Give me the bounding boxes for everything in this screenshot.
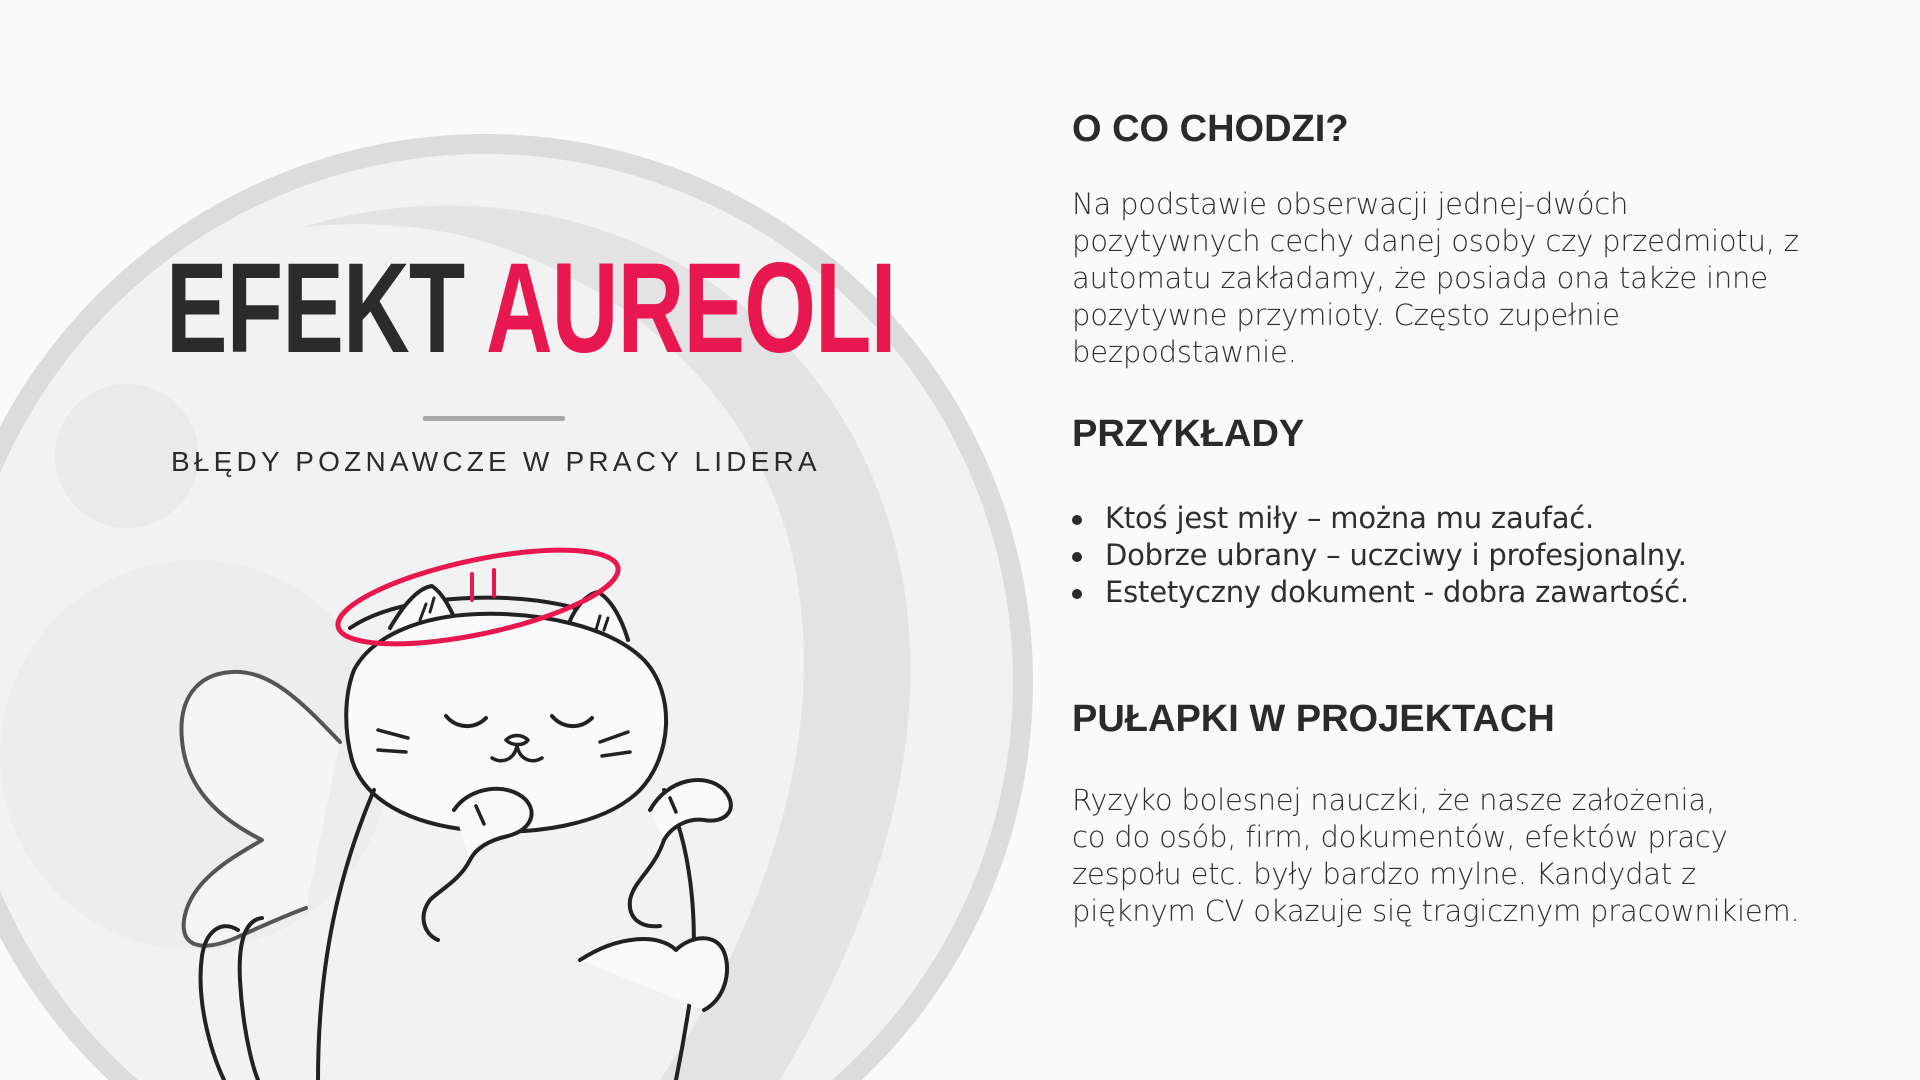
section-heading-about: O CO CHODZI? bbox=[1072, 108, 1349, 150]
list-item-text: Ktoś jest miły – można mu zaufać. bbox=[1105, 501, 1595, 535]
title-main: EFEKT bbox=[166, 237, 465, 380]
section-heading-pitfalls: PUŁAPKI W PROJEKTACH bbox=[1072, 698, 1555, 740]
text-line: pozytywne przymioty. Często zupełnie bbox=[1072, 298, 1620, 332]
text-line: bezpodstawnie. bbox=[1072, 335, 1297, 369]
text-line: pięknym CV okazuje się tragicznym pracownikiem. bbox=[1072, 894, 1800, 928]
text-line: pozytywnych cechy danej osoby czy przedmiotu, z bbox=[1072, 224, 1799, 258]
text-line: Na podstawie obserwacji jednej-dwóch bbox=[1072, 187, 1629, 221]
list-item bbox=[1072, 574, 1689, 611]
title-divider bbox=[423, 416, 565, 421]
section-heading-examples: PRZYKŁADY bbox=[1072, 413, 1305, 455]
section-text-about bbox=[1072, 186, 1799, 371]
title-accent: AUREOLI bbox=[485, 237, 896, 380]
slide-subtitle: BŁĘDY POZNAWCZE W PRACY LIDERA bbox=[171, 446, 821, 477]
text-line: co do osób, firm, dokumentów, efektów pracy bbox=[1072, 820, 1728, 854]
text-line: automatu zakładamy, że posiada ona także inne bbox=[1072, 261, 1768, 295]
bullet-icon bbox=[1072, 552, 1082, 562]
list-item bbox=[1072, 500, 1689, 537]
bullet-icon bbox=[1072, 589, 1082, 599]
list-item-text: Dobrze ubrany – uczciwy i profesjonalny. bbox=[1105, 538, 1687, 572]
text-line: zespołu etc. były bardzo mylne. Kandydat z bbox=[1072, 857, 1697, 891]
bullet-icon bbox=[1072, 515, 1082, 525]
examples-list bbox=[1072, 500, 1689, 611]
list-item-text: Estetyczny dokument - dobra zawartość. bbox=[1105, 575, 1689, 609]
text-line: Ryzyko bolesnej nauczki, że nasze założenia, bbox=[1072, 783, 1715, 817]
list-item bbox=[1072, 537, 1689, 574]
slide-title bbox=[166, 237, 896, 380]
section-text-pitfalls bbox=[1072, 782, 1800, 930]
